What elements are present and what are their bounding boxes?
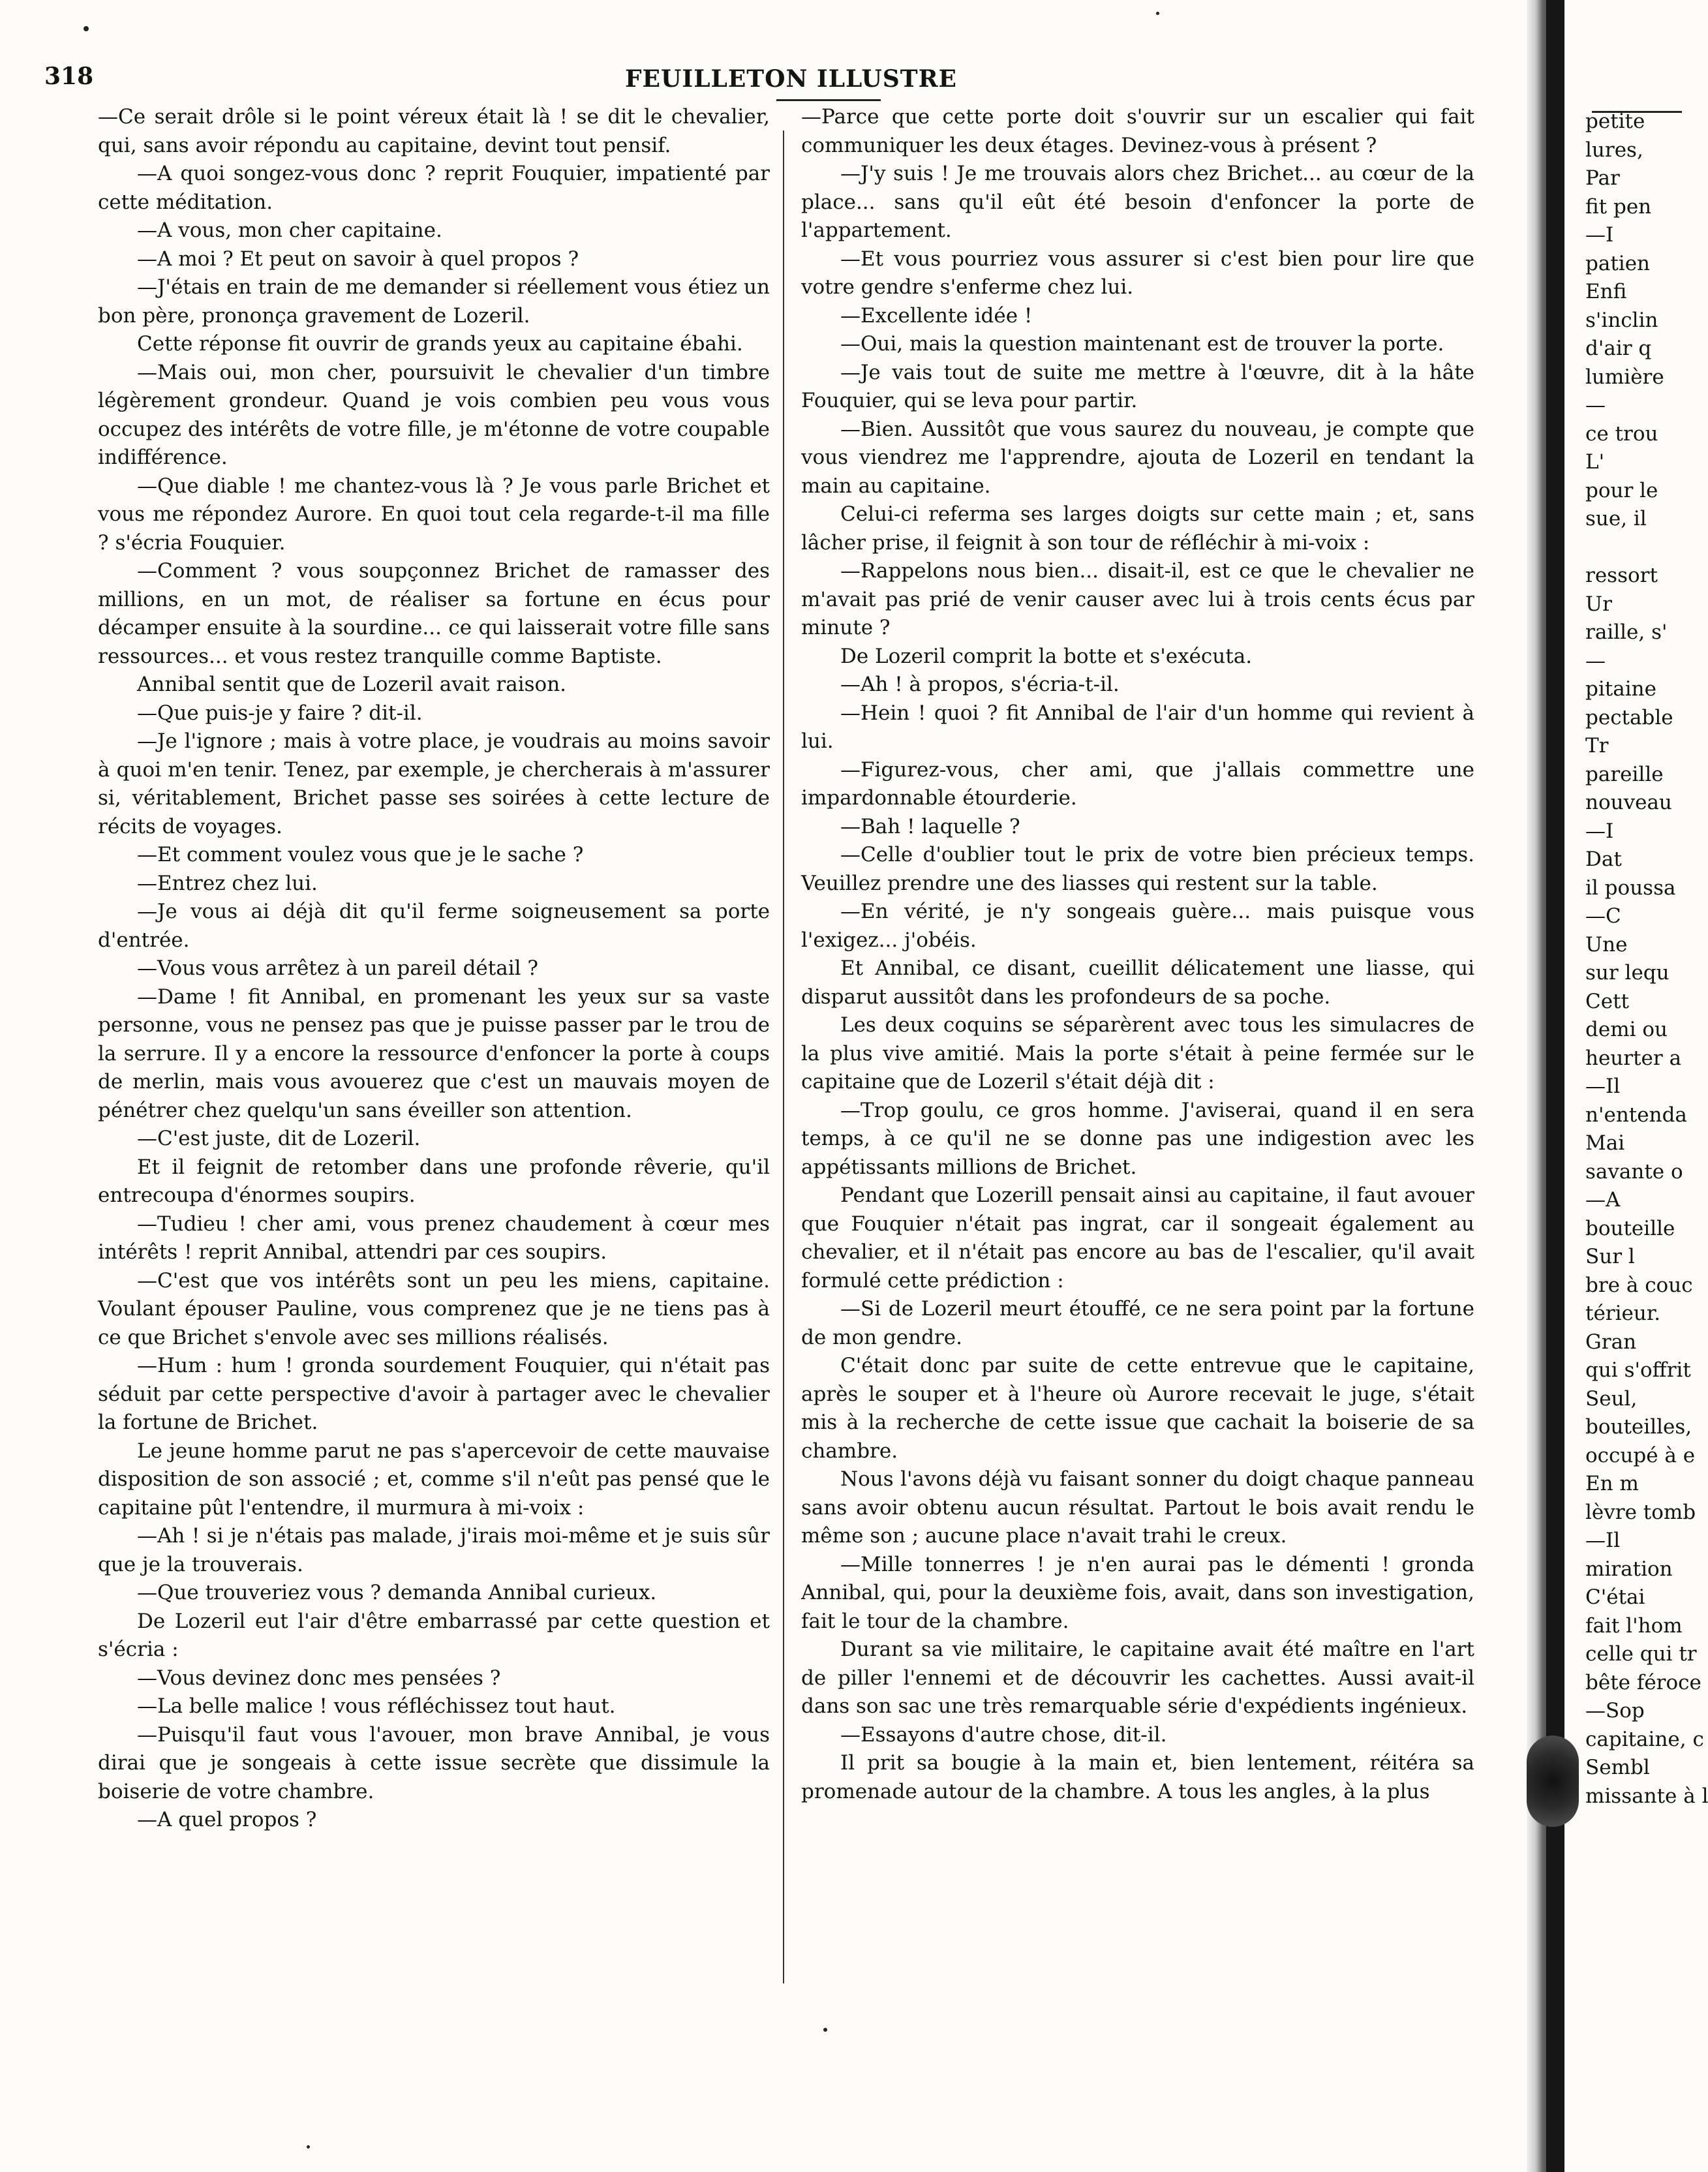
line-fragment: n'entenda [1585,1103,1687,1127]
paragraph: Le jeune homme parut ne pas s'apercevoir de cette mauvaise disposition de son associé ; et, comme s'il n'eût pas pensé que le capitaine pût l'entendre, il murmura à mi-voix : [98,1439,770,1520]
line-fragment: d'air q [1585,337,1652,360]
paragraph: —Bien. Aussitôt que vous saurez du nouveau, je compte que vous viendrez me l'apprendre, ajouta de Lozeril en tendant la main au capitaine. [801,417,1474,498]
paragraph: —Ah ! si je n'étais pas malade, j'irais moi-même et je suis sûr que je la trouverais. [98,1524,770,1576]
paragraph: —C'est que vos intérêts sont un peu les miens, capitaine. Voulant épouser Pauline, vous comprenez que je ne tiens pas à ce que Brichet s'envole avec ses millions réalisés. [98,1268,770,1349]
line-fragment: —C [1585,904,1621,928]
line-fragment: —I [1585,819,1614,843]
line-fragment: s'inclin [1585,308,1658,332]
paragraph: —Ah ! à propos, s'écria-t-il. [840,673,1120,696]
line-fragment: bouteille [1585,1216,1675,1240]
line-fragment: lures, [1585,138,1643,162]
paragraph: Nous l'avons déjà vu faisant sonner du doigt chaque panneau sans avoir obtenu aucun résultat. Partout le bois avait rendu le même son ; aucune place n'avait trahi le creux. [801,1467,1474,1548]
line-fragment: Gran [1585,1330,1637,1354]
paragraph: —Figurez-vous, cher ami, que j'allais commettre une impardonnable étourderie. [801,757,1474,810]
line-fragment: ressort [1585,564,1658,587]
line-fragment: Par [1585,166,1620,190]
line-fragment: L' [1585,450,1605,474]
line-fragment [1585,534,1677,562]
paragraph: Pendant que Lozerill pensait ainsi au capitaine, il faut avouer que Fouquier n'était pas ingrat, car il songeait également au chevalier, et il n'était pas encore au bas de l'escalier, qu'il avait formulé cette prédiction : [801,1184,1474,1292]
line-fragment: Cett [1585,989,1629,1013]
line-fragment: miration [1585,1557,1673,1581]
paragraph: —A quoi songez-vous donc ? reprit Fouquier, impatienté par cette méditation. [98,162,770,214]
line-fragment: Enfi [1585,280,1627,303]
line-fragment: pectable [1585,705,1673,729]
line-fragment: — [1585,393,1606,417]
line-fragment: occupé à e [1585,1443,1696,1467]
paragraph: Et Annibal, ce disant, cueillit délicatement une liasse, qui disparut aussitôt dans les profondeurs de sa poche. [801,956,1474,1009]
print-speck [307,2145,310,2149]
running-title: FEUILLETON ILLUSTRE [625,65,957,93]
line-fragment: C'étai [1585,1585,1645,1609]
print-speck [1156,12,1159,15]
paragraph: Il prit sa bougie à la main et, bien lentement, réitéra sa promenade autour de la chambre. A tous les angles, à la plus [801,1751,1474,1803]
line-fragment: En m [1585,1472,1639,1495]
line-fragment: bre à couc [1585,1273,1693,1297]
paragraph: —Que diable ! me chantez-vous là ? Je vous parle Brichet et vous me répondez Aurore. En quoi tout cela regarde-t-il ma fille ? s'écria Fouquier. [98,474,770,555]
line-fragment: térieur. [1585,1302,1661,1325]
line-fragment: pitaine [1585,677,1656,701]
paragraph: Et il feignit de retomber dans une profonde rêverie, qu'il entrecoupa d'énormes soupirs. [98,1155,770,1207]
line-fragment: patien [1585,251,1651,275]
paragraph: —Essayons d'autre chose, dit-il. [840,1722,1167,1747]
page-number: 318 [44,63,94,90]
paragraph: —Si de Lozeril meurt étouffé, ce ne sera point par la fortune de mon gendre. [801,1297,1474,1349]
paragraph: —Parce que cette porte doit s'ouvrir sur un escalier qui fait communiquer les deux étages. Devinez-vous à présent ? [801,105,1474,157]
paragraph: —J'étais en train de me demander si réellement vous étiez un bon père, prononça gravement de Lozeril. [98,275,770,328]
paragraph: —Oui, mais la question maintenant est de trouver la porte. [840,332,1444,356]
line-fragment: —Sop [1585,1699,1645,1722]
line-fragment: pour le [1585,478,1658,502]
line-fragment: heurter a [1585,1046,1682,1070]
line-fragment: raille, s' [1585,620,1668,644]
line-fragment: lèvre tomb [1585,1500,1696,1524]
paragraph: —En vérité, je n'y songeais guère... mais puisque vous l'exigez... j'obéis. [801,900,1474,952]
paragraph: —Ce serait drôle si le point véreux était là ! se dit le chevalier, qui, sans avoir répondu au capitaine, devint tout pensif. [98,105,770,157]
right-column-cropped [1585,108,1708,2065]
paragraph: C'était donc par suite de cette entrevue que le capitaine, après le souper et à l'heure où Aurore recevait le juge, s'était mis à la recherche de cette issue que cachait la boiserie de sa chambre. [801,1354,1474,1463]
line-fragment: —Il [1585,1529,1621,1552]
line-fragment: Ur [1585,592,1612,616]
line-fragment: —A [1585,1188,1621,1212]
paragraph: Cette réponse fit ouvrir de grands yeux au capitaine ébahi. [137,332,743,356]
paragraph: —Vous devinez donc mes pensées ? [137,1666,501,1690]
paragraph: —Excellente idée ! [840,303,1033,328]
paragraph: Les deux coquins se séparèrent avec tous les simulacres de la plus vive amitié. Mais la porte s'était à peine fermée sur le capitaine que de Lozeril s'était déjà dit : [801,1013,1474,1094]
line-fragment: bouteilles, [1585,1415,1692,1439]
paragraph: —Trop goulu, ce gros homme. J'aviserai, quand il en sera temps, à ce qu'il ne se donne pas une indigestion avec les appétissants millions de Brichet. [801,1098,1474,1179]
line-fragment: —I [1585,223,1614,247]
paragraph: —Que trouveriez vous ? demanda Annibal curieux. [137,1581,657,1604]
paragraph: —C'est juste, dit de Lozeril. [137,1127,421,1150]
line-fragment: nouveau [1585,791,1672,814]
paragraph: Durant sa vie militaire, le capitaine avait été maître en l'art de piller l'ennemi et de découvrir les cachettes. Aussi avait-il dans son sac une très remarquable série d'expédients ingénieux. [801,1638,1474,1718]
paragraph: —Et vous pourriez vous assurer si c'est bien pour lire que votre gendre s'enferme chez lui. [801,247,1474,299]
binding-thread [1527,1736,1579,1827]
line-fragment: —Il [1585,1075,1621,1098]
paragraph: —Je vous ai déjà dit qu'il ferme soigneusement sa porte d'entrée. [98,900,770,952]
line-fragment: qui s'offrit [1585,1358,1691,1382]
paragraph: De Lozeril eut l'air d'être embarrassé par cette question et s'écria : [98,1609,770,1661]
column-divider [783,130,784,1983]
paragraph: —Que puis-je y faire ? dit-il. [137,701,423,725]
line-fragment: fait l'hom [1585,1614,1683,1638]
line-fragment: celle qui tr [1585,1642,1697,1666]
paragraph: De Lozeril comprit la botte et s'exécuta. [840,644,1253,668]
line-fragment: petite [1585,110,1645,133]
line-fragment: Sur l [1585,1245,1635,1268]
paragraph: —Je l'ignore ; mais à votre place, je voudrais au moins savoir à quoi m'en tenir. Tenez, par exemple, je chercherais à m'assurer si, véritablement, Brichet passe ses soirées à cette lecture de récits de voyages. [98,729,770,838]
line-fragment: pareille [1585,762,1664,786]
paragraph: —A moi ? Et peut on savoir à quel propos ? [137,247,579,271]
line-fragment: — [1585,649,1606,673]
paragraph: —La belle malice ! vous réfléchissez tout haut. [137,1694,616,1718]
line-fragment: sur lequ [1585,961,1670,985]
paragraph: —Mais oui, mon cher, poursuivit le chevalier d'un timbre légèrement grondeur. Quand je vois combien peu vous vous occupez des intérêts de votre fille, je m'étonne de votre coupable indifférence. [98,360,770,469]
line-fragment: il poussa [1585,876,1676,900]
line-fragment: bête féroce [1585,1670,1701,1694]
line-fragment: missante à l [1585,1784,1708,1808]
line-fragment: Seul, [1585,1386,1638,1411]
paragraph: —Bah ! laquelle ? [840,814,1020,838]
line-fragment: lumière [1585,365,1664,389]
line-fragment: ce trou [1585,421,1658,446]
line-fragment: fit pen [1585,194,1652,219]
paragraph: —A vous, mon cher capitaine. [137,219,442,242]
print-speck [823,2028,827,2032]
line-fragment: Tr [1585,734,1609,757]
paragraph: —Tudieu ! cher ami, vous prenez chaudement à cœur mes intérêts ! reprit Annibal, attendri par ces soupirs. [98,1212,770,1264]
paragraph: —Puisqu'il faut vous l'avouer, mon brave Annibal, je vous dirai que je songeais à cette issue secrète que dissimule la boiserie de votre chambre. [98,1722,770,1803]
line-fragment: sue, il [1585,507,1647,530]
line-fragment: Une [1585,932,1628,956]
paragraph: Annibal sentit que de Lozeril avait raison. [137,673,567,696]
paragraph: —Dame ! fit Annibal, en promenant les yeux sur sa vaste personne, vous ne pensez pas que je puisse passer par le trou de la serrure. Il y a encore la ressource d'enfoncer la porte à coups de merlin, mais vous avouerez que c'est un mauvais moyen de pénétrer chez quelqu'un sans éveiller son attention. [98,985,770,1122]
paragraph: —J'y suis ! Je me trouvais alors chez Brichet... au cœur de la place... sans qu'il eût été besoin d'enfoncer la porte de l'appartement. [801,162,1474,242]
paragraph: —A quel propos ? [137,1808,317,1831]
line-fragment: Dat [1585,848,1622,871]
line-fragment: savante o [1585,1159,1683,1184]
line-fragment: capitaine, c [1585,1727,1704,1751]
paragraph: —Rappelons nous bien... disait-il, est ce que le chevalier ne m'avait pas prié de venir causer avec lui à trois cents écus par minute ? [801,559,1474,639]
paragraph: —Je vais tout de suite me mettre à l'œuvre, dit à la hâte Fouquier, qui se leva pour partir. [801,360,1474,412]
paragraph: —Comment ? vous soupçonnez Brichet de ramasser des millions, en un mot, de réaliser sa fortune en écus pour décamper ensuite à la sourdine... ce qui laisserait votre fille sans ressources... et vous restez tranquille comme Baptiste. [98,559,770,668]
paragraph: —Entrez chez lui. [137,871,318,895]
header-rule [776,99,881,101]
left-column [98,103,770,1835]
line-fragment: Sembl [1585,1756,1650,1779]
line-fragment: demi ou [1585,1018,1668,1041]
paragraph: —Celle d'oublier tout le prix de votre bien précieux temps. Veuillez prendre une des liasses qui restent sur la table. [801,843,1474,895]
paragraph: —Hein ! quoi ? fit Annibal de l'air d'un homme qui revient à lui. [801,701,1474,753]
middle-column [801,103,1474,1806]
paragraph: —Hum : hum ! gronda sourdement Fouquier, qui n'était pas séduit par cette perspective d'avoir à partager avec le chevalier la fortune de Brichet. [98,1354,770,1434]
print-speck [84,26,89,31]
binding-edge [1546,0,1564,2172]
line-fragment: Mai [1585,1131,1625,1155]
paragraph: —Et comment voulez vous que je le sache ? [137,843,584,866]
paragraph: —Mille tonnerres ! je n'en aurai pas le démenti ! gronda Annibal, qui, pour la deuxième fois, avait, dans son investigation, fait le tour de la chambre. [801,1552,1474,1633]
paragraph: —Vous vous arrêtez à un pareil détail ? [137,956,539,980]
paragraph: Celui-ci referma ses larges doigts sur cette main ; et, sans lâcher prise, il feignit à son tour de réfléchir à mi-voix : [801,502,1474,555]
